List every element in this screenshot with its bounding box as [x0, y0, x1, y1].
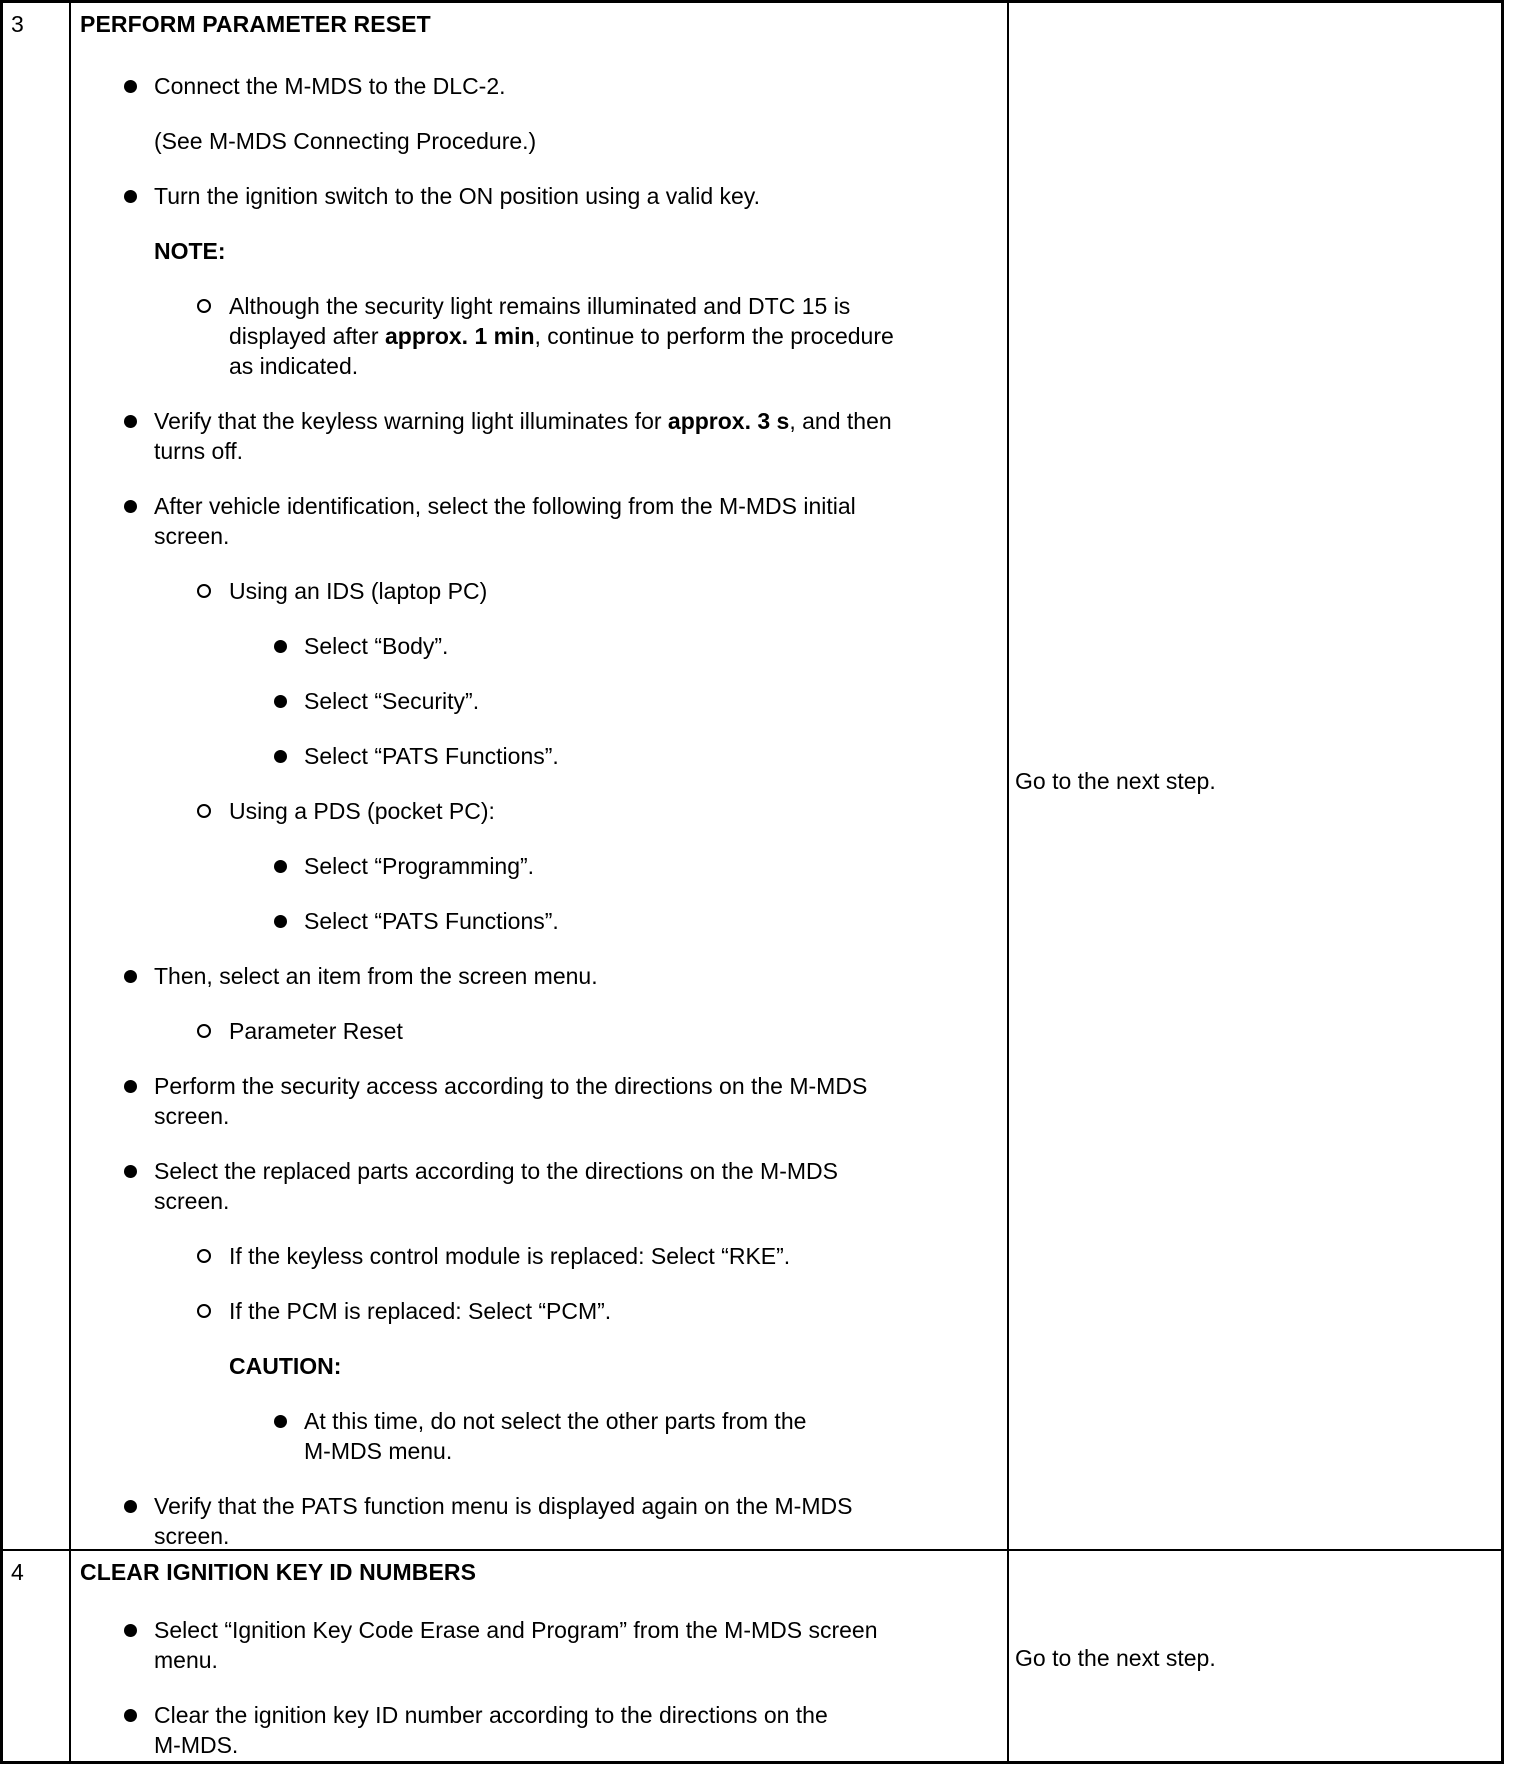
- instruction-text: turns off.: [154, 438, 244, 464]
- bullet-icon: [124, 970, 137, 983]
- step-body-cell: [71, 3, 1009, 1549]
- instruction-text: (See M-MDS Connecting Procedure.): [154, 128, 537, 154]
- instruction-text: screen.: [154, 1188, 230, 1214]
- instruction-text: Then, select an item from the screen menu.: [154, 963, 598, 989]
- caution-text: M-MDS menu.: [304, 1438, 453, 1464]
- step-row: [3, 3, 1501, 1551]
- bullet-icon: [124, 1709, 137, 1722]
- instruction-text: Verify that the keyless warning light illuminates for approx. 3 s, and then: [154, 408, 892, 434]
- instruction-text: Clear the ignition key ID number according to the directions on the: [154, 1702, 828, 1728]
- bullet-icon: [124, 190, 137, 203]
- instruction-text: Connect the M-MDS to the DLC-2.: [154, 73, 506, 99]
- instruction-text: Verify that the PATS function menu is displayed again on the M-MDS: [154, 1493, 853, 1519]
- instruction-text: screen.: [154, 1523, 230, 1549]
- bullet-icon: [274, 640, 287, 653]
- step-result-cell: [1009, 3, 1501, 1549]
- bullet-icon: [124, 1080, 137, 1093]
- instruction-text: Select the replaced parts according to the directions on the M-MDS: [154, 1158, 838, 1184]
- bullet-icon: [124, 80, 137, 93]
- caution-label: CAUTION:: [229, 1353, 342, 1379]
- bullet-icon: [124, 1624, 137, 1637]
- instruction-text: If the PCM is replaced: Select “PCM”.: [229, 1298, 612, 1324]
- circle-bullet-icon: [197, 1024, 211, 1038]
- step-row: [3, 1551, 1501, 1764]
- instruction-text: Parameter Reset: [229, 1018, 403, 1044]
- instruction-text: Select “Ignition Key Code Erase and Program” from the M-MDS screen: [154, 1617, 878, 1643]
- bullet-icon: [124, 415, 137, 428]
- circle-bullet-icon: [197, 1304, 211, 1318]
- instruction-text: Using an IDS (laptop PC): [229, 578, 488, 604]
- bullet-icon: [274, 1415, 287, 1428]
- bullet-icon: [124, 1500, 137, 1513]
- instruction-text: Using a PDS (pocket PC):: [229, 798, 495, 824]
- instruction-text: Select “PATS Functions”.: [304, 908, 559, 934]
- note-text: Although the security light remains illuminated and DTC 15 is: [229, 293, 851, 319]
- instruction-text: screen.: [154, 1103, 230, 1129]
- step-title: PERFORM PARAMETER RESET: [80, 11, 431, 37]
- step-number-cell: [3, 1551, 71, 1764]
- step-result-cell: [1009, 1551, 1501, 1764]
- instruction-text: Turn the ignition switch to the ON position using a valid key.: [154, 183, 760, 209]
- circle-bullet-icon: [197, 299, 211, 313]
- circle-bullet-icon: [197, 804, 211, 818]
- note-text: as indicated.: [229, 353, 359, 379]
- step-number: 3: [11, 11, 24, 37]
- instruction-text: After vehicle identification, select the following from the M-MDS initial: [154, 493, 856, 519]
- step-title: CLEAR IGNITION KEY ID NUMBERS: [80, 1559, 477, 1585]
- step-result: Go to the next step.: [1015, 768, 1216, 794]
- circle-bullet-icon: [197, 1249, 211, 1263]
- instruction-text: If the keyless control module is replaced: Select “RKE”.: [229, 1243, 791, 1269]
- note-label: NOTE:: [154, 238, 226, 264]
- bullet-icon: [274, 915, 287, 928]
- step-result: Go to the next step.: [1015, 1645, 1216, 1671]
- bullet-icon: [124, 500, 137, 513]
- note-text: displayed after approx. 1 min, continue to perform the procedure: [229, 323, 894, 349]
- bullet-icon: [274, 695, 287, 708]
- bullet-icon: [274, 860, 287, 873]
- bullet-icon: [274, 750, 287, 763]
- instruction-text: M-MDS.: [154, 1732, 239, 1758]
- instruction-text: Select “Body”.: [304, 633, 449, 659]
- instruction-text: screen.: [154, 523, 230, 549]
- instruction-text: Perform the security access according to the directions on the M-MDS: [154, 1073, 868, 1099]
- instruction-text: Select “Programming”.: [304, 853, 535, 879]
- bullet-icon: [124, 1165, 137, 1178]
- step-number: 4: [11, 1559, 24, 1585]
- caution-text: At this time, do not select the other parts from the: [304, 1408, 807, 1434]
- instruction-text: Select “Security”.: [304, 688, 480, 714]
- instruction-text: Select “PATS Functions”.: [304, 743, 559, 769]
- circle-bullet-icon: [197, 584, 211, 598]
- step-number-cell: [3, 3, 71, 1549]
- step-body-cell: [71, 1551, 1009, 1764]
- instruction-text: menu.: [154, 1647, 218, 1673]
